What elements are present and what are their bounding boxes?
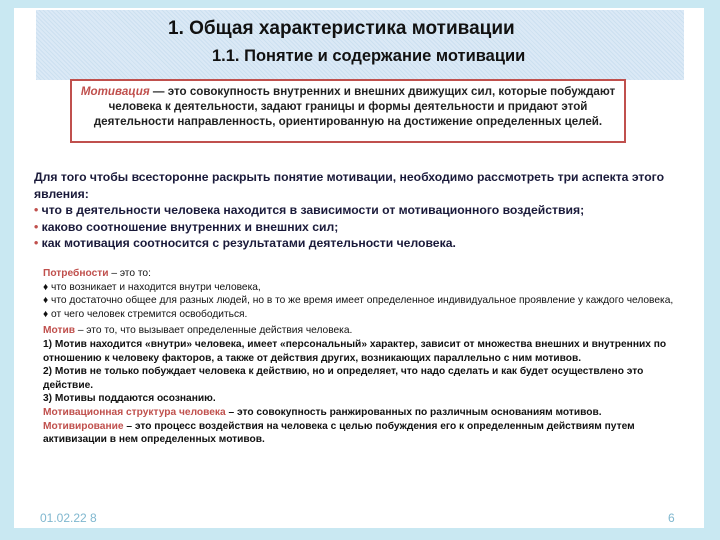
intro-lead: Для того чтобы всесторонне раскрыть понятие мотивации, необходимо рассмотреть три аспекта этого явления: [34, 170, 665, 201]
slide-title: 1. Общая характеристика мотивации [168, 18, 515, 39]
intro-bullet-text: что в деятельности человека находится в зависимости от мотивационного воздействия; [41, 203, 585, 217]
structure-rest: – это совокупность ранжированных по различным основаниям мотивов. [225, 406, 602, 418]
needs-heading [43, 267, 685, 281]
footer-date: 01.02.22 8 [40, 511, 97, 525]
definition-box [70, 79, 626, 143]
needs-term: Потребности [43, 268, 109, 279]
intro-bullet-text: каково соотношение внутренних и внешних сил; [41, 219, 339, 234]
intro-bullet-text: как мотивация соотносится с результатами деятельности человека. [41, 236, 456, 250]
needs-item-text: что возникает и находится внутри человека, [51, 281, 261, 293]
structure-term: Мотивационная структура человека [43, 406, 226, 418]
bullet-dot-icon: • [34, 219, 39, 234]
needs-rest: – это то: [108, 268, 151, 279]
motive-point: 1) Мотив находится «внутри» человека, имеет «персональный» характер, зависит от множества внешних и внутренних по отношению к человеку факторов, а также от действия других, возникающих параллельно с ним мотивов. [43, 338, 667, 364]
page-number: 6 [668, 511, 675, 525]
motive-rest: – это то, что вызывает определенные действия человека. [74, 325, 353, 337]
bullet-dot-icon: • [34, 203, 39, 217]
needs-item [43, 294, 685, 308]
definition-text: — это совокупность внутренних и внешних движущих сил, которые побуждают человека к деятельности, задают границы и формы деятельности и придают этой деятельности направленность, ориентированную на достижение определенных целей. [93, 85, 616, 128]
slide-subtitle: 1.1. Понятие и содержание мотивации [212, 47, 526, 65]
bullet-dot-icon: • [34, 236, 39, 250]
intro-bullet [34, 202, 694, 219]
diamond-bullet-icon: ♦ [43, 308, 49, 320]
intro-bullet [34, 235, 694, 252]
motivating-definition [43, 420, 685, 447]
motive-term: Мотив [43, 325, 75, 337]
motive-heading [43, 324, 685, 338]
motive-point: 3) Мотивы поддаются осознанию. [43, 393, 216, 405]
motivating-term: Мотивирование [43, 420, 124, 432]
needs-item-text: от чего человек стремится освободиться. [51, 308, 248, 320]
intro-block [34, 169, 694, 252]
needs-item [43, 308, 685, 322]
diamond-bullet-icon: ♦ [43, 281, 49, 293]
definition-term: Мотивация [80, 85, 150, 98]
motive-point: 2) Мотив не только побуждает человека к действию, но и определяет, что надо сделать и как будет осуществлено это действие. [43, 366, 644, 391]
motivating-rest: – это процесс воздействия на человека с целью побуждения его к определенным действиям путем активизации в нем определенных мотивов. [43, 420, 635, 446]
structure-definition [43, 406, 685, 420]
diamond-bullet-icon: ♦ [43, 295, 49, 307]
intro-bullet [34, 219, 694, 236]
needs-item [43, 281, 685, 295]
needs-item-text: что достаточно общее для разных людей, но в то же время имеет определенное индивидуальное проявление у каждого человека, [51, 295, 674, 307]
details-block [43, 267, 685, 447]
